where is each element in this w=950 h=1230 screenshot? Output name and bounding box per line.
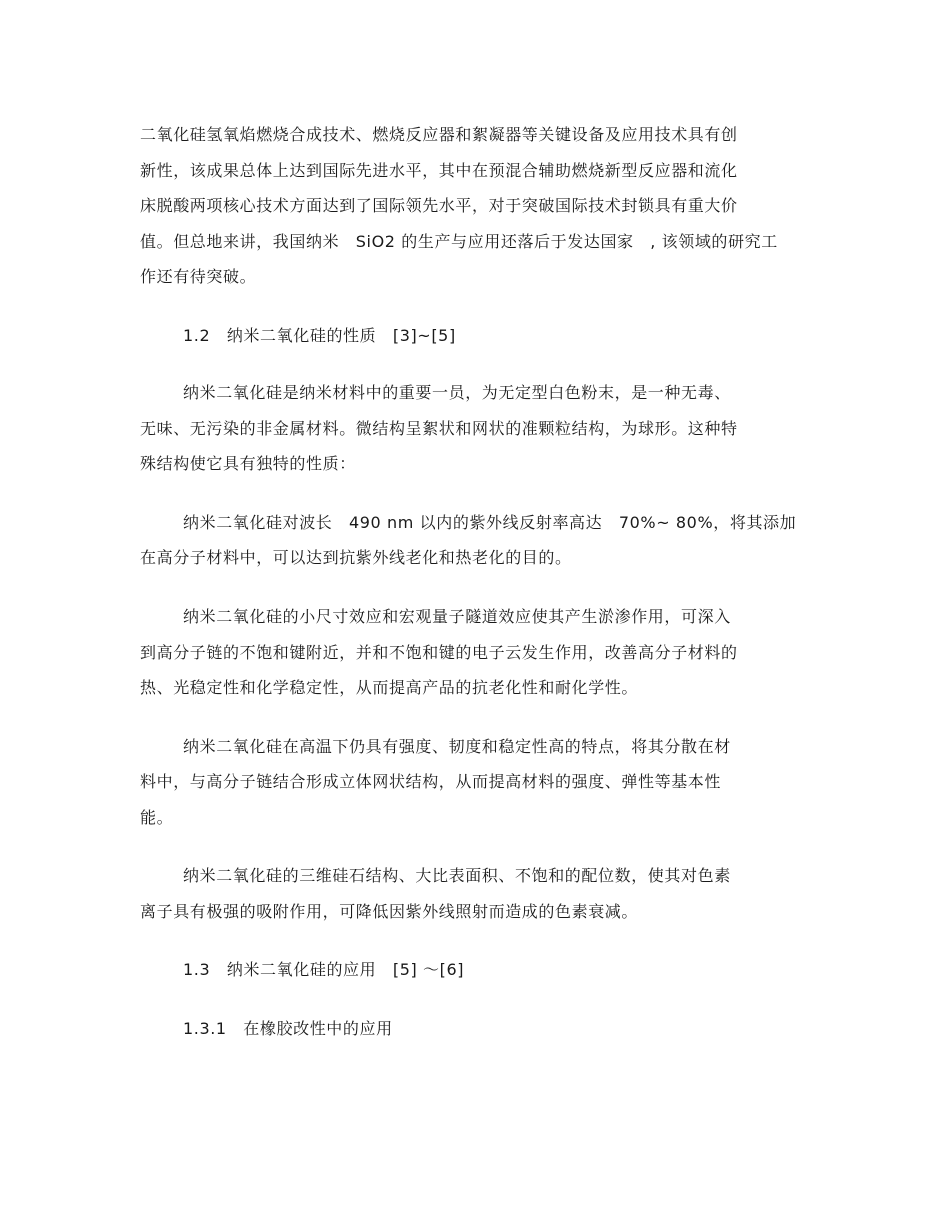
paragraph-line: 作还有待突破。 xyxy=(140,267,257,286)
paragraph-line: 纳米二氧化硅在高温下仍具有强度、韧度和稳定性高的特点，将其分散在材 xyxy=(183,737,731,756)
paragraph-line: 殊结构使它具有独特的性质： xyxy=(140,454,356,473)
paragraph-line: 在高分子材料中，可以达到抗紫外线老化和热老化的目的。 xyxy=(140,548,572,567)
subsection-heading: 1.3.1 在橡胶改性中的应用 xyxy=(183,1019,393,1038)
section-heading: 1.2 纳米二氧化硅的性质 [3]~[5] xyxy=(183,326,456,345)
paragraph-line: 二氧化硅氢氧焰燃烧合成技术、燃烧反应器和絮凝器等关键设备及应用技术具有创 xyxy=(140,125,738,144)
paragraph-line: 纳米二氧化硅的三维硅石结构、大比表面积、不饱和的配位数，使其对色素 xyxy=(183,866,731,885)
section-heading: 1.3 纳米二氧化硅的应用 [5] ～[6] xyxy=(183,960,465,979)
paragraph-line: 值。但总地来讲，我国纳米 SiO2 的生产与应用还落后于发达国家 , 该领域的研究工 xyxy=(140,232,778,251)
paragraph-line: 床脱酸两项核心技术方面达到了国际领先水平，对于突破国际技术封锁具有重大价 xyxy=(140,196,738,215)
paragraph-line: 能。 xyxy=(140,808,174,827)
paragraph-line: 离子具有极强的吸附作用，可降低因紫外线照射而造成的色素衰减。 xyxy=(140,902,639,921)
paragraph-line: 热、光稳定性和化学稳定性，从而提高产品的抗老化性和耐化学性。 xyxy=(140,678,639,697)
paragraph-line: 纳米二氧化硅的小尺寸效应和宏观量子隧道效应使其产生淤渗作用，可深入 xyxy=(183,607,731,626)
paragraph-line: 纳米二氧化硅对波长 490 nm 以内的紫外线反射率高达 70%~ 80%，将其添加 xyxy=(183,513,797,532)
paragraph-line: 纳米二氧化硅是纳米材料中的重要一员，为无定型白色粉末，是一种无毒、 xyxy=(183,383,731,402)
paragraph-line: 料中，与高分子链结合形成立体网状结构，从而提高材料的强度、弹性等基本性 xyxy=(140,772,722,791)
paragraph-line: 无味、无污染的非金属材料。微结构呈絮状和网状的准颗粒结构，为球形。这种特 xyxy=(140,419,738,438)
paragraph-line: 到高分子链的不饱和键附近，并和不饱和键的电子云发生作用，改善高分子材料的 xyxy=(140,643,738,662)
paragraph-line: 新性，该成果总体上达到国际先进水平，其中在预混合辅助燃烧新型反应器和流化 xyxy=(140,161,738,180)
